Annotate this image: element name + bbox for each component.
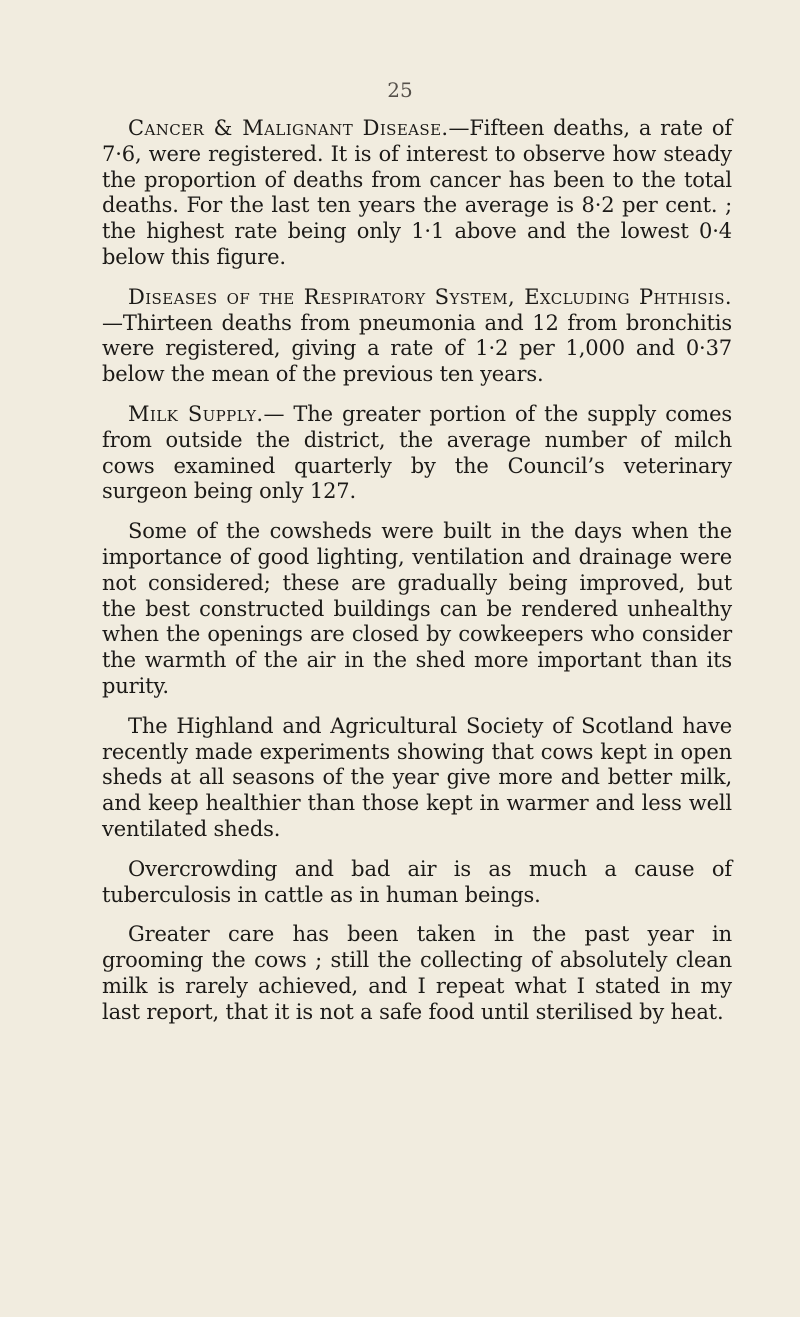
paragraph-text: —Fifteen deaths, a rate of 7·6, were registered. It is of interest to observe how steady the proportion of deaths from cancer has been to the total deaths. For the last ten years the average is 8·2 per cent. ; the highest rate being only 1·1 above and the lowest 0·4 below this figure. bbox=[102, 116, 732, 269]
paragraph-highland-society bbox=[102, 714, 732, 843]
section-heading-cancer: Cancer & Malignant Disease. bbox=[128, 116, 449, 140]
paragraph-cancer bbox=[102, 116, 732, 271]
body-text bbox=[102, 116, 732, 1040]
paragraph-cowsheds bbox=[102, 519, 732, 700]
paragraph-milk-supply bbox=[102, 402, 732, 505]
paragraph-text: Greater care has been taken in the past year in grooming the cows ; still the collecting of absolutely clean milk is rarely achieved, and I repeat what I stated in my last report, that it is not a safe food until sterilised by heat. bbox=[102, 922, 732, 1024]
section-heading-milk-supply: Milk Supply. bbox=[128, 401, 264, 426]
paragraph-text: Some of the cowsheds were built in the days when the importance of good lighting, ventilation and drainage were not considered; these are gradually being improved, but the best constructed buildings can be rendered unhealthy when the openings are closed by cowkeepers who consider the warmth of the air in the shed more important than its purity. bbox=[102, 519, 732, 698]
paragraph-respiratory bbox=[102, 285, 732, 388]
page-number: 25 bbox=[387, 78, 413, 102]
paragraph-text: Overcrowding and bad air is as much a cause of tuberculosis in cattle as in human beings. bbox=[102, 856, 732, 907]
paragraph-text: —Thirteen deaths from pneumonia and 12 from bronchitis were registered, giving a rate of 1·2 per 1,000 and 0·37 below the mean of the previous ten years. bbox=[102, 310, 732, 387]
section-heading-respiratory: Diseases of the Respiratory System, Excluding Phthisis. bbox=[128, 284, 732, 309]
paragraph-text: The Highland and Agricultural Society of Scotland have recently made experiments showing that cows kept in open sheds at all seasons of the year give more and better milk, and keep healthier than those kept in warmer and less well ventilated sheds. bbox=[102, 713, 732, 841]
paragraph-grooming bbox=[102, 922, 732, 1025]
paragraph-overcrowding bbox=[102, 857, 732, 909]
paragraph-text: — The greater portion of the supply comes from outside the district, the average number of milch cows examined quarterly by the Council’s veterinary surgeon being only 127. bbox=[102, 401, 732, 504]
